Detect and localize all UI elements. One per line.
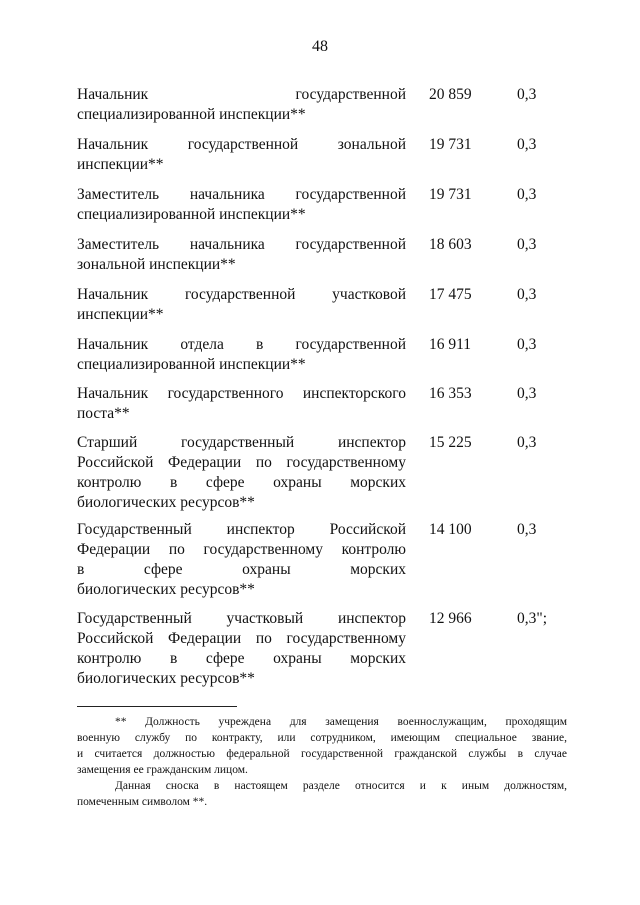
position-title bbox=[77, 335, 406, 375]
salary-value: 14 100 bbox=[429, 521, 472, 538]
position-title-line: специализированной инспекции** bbox=[77, 356, 306, 373]
position-title-line: Государственный инспектор Российской bbox=[77, 521, 406, 538]
position-title-line: специализированной инспекции** bbox=[77, 106, 306, 123]
page-number: 48 bbox=[312, 38, 328, 55]
coefficient-value: 0,3 bbox=[517, 86, 537, 103]
position-title-line: поста** bbox=[77, 405, 130, 422]
position-title-line: Начальник государственной участковой bbox=[77, 286, 406, 303]
footnote-line: ** Должность учреждена для замещения военнослужащим, проходящим bbox=[115, 716, 567, 728]
salary-value: 20 859 bbox=[429, 86, 472, 103]
footnote-line: Данная сноска в настоящем разделе относится и к иным должностям, bbox=[115, 780, 567, 792]
position-title-line: Начальник отдела в государственной bbox=[77, 336, 406, 353]
salary-value: 18 603 bbox=[429, 236, 472, 253]
footnote-line: помеченным символом **. bbox=[77, 796, 208, 808]
coefficient-value: 0,3"; bbox=[517, 610, 548, 627]
salary-value: 16 911 bbox=[429, 336, 472, 353]
footnote-paragraph-1 bbox=[77, 714, 567, 778]
position-title bbox=[77, 235, 406, 275]
footnote-line: и считается должностью федеральной государственной гражданской службы в случае bbox=[77, 748, 567, 760]
position-title-line: биологических ресурсов** bbox=[77, 670, 255, 687]
position-title-line: Начальник государственной зональной bbox=[77, 136, 406, 153]
footnote-line: военную службу по контракту, или сотрудником, имеющим специальное звание, bbox=[77, 732, 567, 744]
position-title bbox=[77, 135, 406, 175]
position-title bbox=[77, 185, 406, 225]
position-title-line: Государственный участковый инспектор bbox=[77, 610, 406, 627]
salary-value: 17 475 bbox=[429, 286, 472, 303]
coefficient-value: 0,3 bbox=[517, 186, 537, 203]
position-title-line: Начальник государственной bbox=[77, 86, 406, 103]
position-title bbox=[77, 384, 406, 424]
position-title-line: контролю в сфере охраны морских bbox=[77, 474, 406, 491]
salary-value: 19 731 bbox=[429, 186, 472, 203]
position-title-line: Российской Федерации по государственному bbox=[77, 630, 406, 647]
position-title bbox=[77, 609, 406, 689]
position-title-line: Федерации по государственному контролю bbox=[77, 541, 406, 558]
coefficient-value: 0,3 bbox=[517, 236, 537, 253]
position-title-line: Заместитель начальника государственной bbox=[77, 236, 406, 253]
footnote-paragraph-2 bbox=[77, 778, 567, 810]
position-title bbox=[77, 285, 406, 325]
coefficient-value: 0,3 bbox=[517, 286, 537, 303]
position-title-line: инспекции** bbox=[77, 306, 164, 323]
position-title-line: Старший государственный инспектор bbox=[77, 434, 406, 451]
coefficient-value: 0,3 bbox=[517, 434, 537, 451]
position-title-line: зональной инспекции** bbox=[77, 256, 236, 273]
coefficient-value: 0,3 bbox=[517, 521, 537, 538]
position-title bbox=[77, 85, 406, 125]
position-title-line: специализированной инспекции** bbox=[77, 206, 306, 223]
position-title bbox=[77, 520, 406, 600]
coefficient-value: 0,3 bbox=[517, 136, 537, 153]
salary-value: 15 225 bbox=[429, 434, 472, 451]
salary-value: 12 966 bbox=[429, 610, 472, 627]
coefficient-value: 0,3 bbox=[517, 385, 537, 402]
position-title-line: в сфере охраны морских bbox=[77, 561, 406, 578]
position-title bbox=[77, 433, 406, 513]
coefficient-value: 0,3 bbox=[517, 336, 537, 353]
salary-value: 19 731 bbox=[429, 136, 472, 153]
position-title-line: Российской Федерации по государственному bbox=[77, 454, 406, 471]
position-title-line: Заместитель начальника государственной bbox=[77, 186, 406, 203]
position-title-line: контролю в сфере охраны морских bbox=[77, 650, 406, 667]
position-title-line: инспекции** bbox=[77, 156, 164, 173]
position-title-line: биологических ресурсов** bbox=[77, 494, 255, 511]
footnote-rule bbox=[77, 706, 237, 707]
position-title-line: биологических ресурсов** bbox=[77, 581, 255, 598]
salary-value: 16 353 bbox=[429, 385, 472, 402]
position-title-line: Начальник государственного инспекторского bbox=[77, 385, 406, 402]
footnote-line: замещения ее гражданским лицом. bbox=[77, 764, 248, 776]
